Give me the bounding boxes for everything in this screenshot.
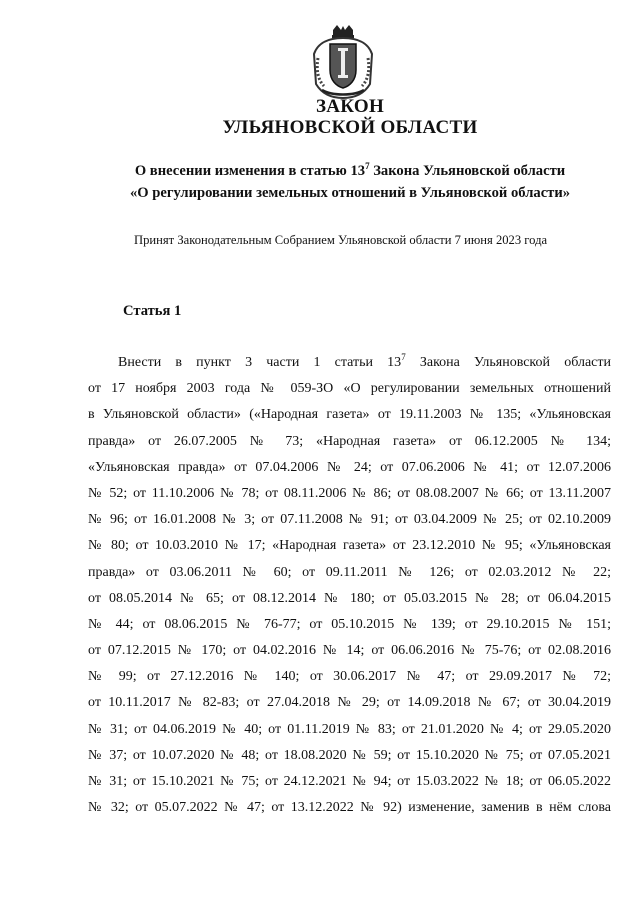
subtitle-line-2: «О регулировании земельных отношений в Ульяновской области» <box>129 185 571 201</box>
ulyanovsk-coat-of-arms-icon <box>310 24 376 100</box>
body-superscript: 7 <box>401 352 406 362</box>
adoption-note: Принят Законодательным Собранием Ульяновской области 7 июня 2023 года <box>134 233 548 247</box>
subtitle-line-1-rest: Закона Ульяновской области <box>369 163 566 179</box>
article-heading: Статья 1 <box>123 303 182 319</box>
subtitle-line-1 <box>0 160 640 182</box>
body-line: правда» от 03.06.2011 № 60; от 09.11.2011 № 126; от 02.03.2012 № 22; <box>88 564 611 580</box>
law-title-line-1: ЗАКОН <box>315 96 385 117</box>
coat-of-arms-icon <box>310 24 376 100</box>
body-line: от 08.05.2014 № 65; от 08.12.2014 № 180; от 05.03.2015 № 28; от 06.04.2015 <box>88 590 611 606</box>
body-line: в Ульяновской области» («Народная газета» от 19.11.2003 № 135; «Ульяновская <box>88 407 611 423</box>
body-line: от 10.11.2017 № 82-83; от 27.04.2018 № 29; от 14.09.2018 № 67; от 30.04.2019 <box>88 695 611 711</box>
body-line: № 96; от 16.01.2008 № 3; от 07.11.2008 № 91; от 03.04.2009 № 25; от 02.10.2009 <box>88 512 611 528</box>
body-line-first <box>88 350 611 376</box>
body-line: «Ульяновская правда» от 07.04.2006 № 24; от 07.06.2006 № 41; от 12.07.2006 <box>88 459 611 475</box>
body-line: от 17 ноября 2003 года № 059-ЗО «О регулировании земельных отношений <box>88 381 611 397</box>
body-line-first-rest: Закона Ульяновской области <box>405 355 611 370</box>
article-body <box>88 350 611 821</box>
body-line: № 99; от 27.12.2016 № 140; от 30.06.2017 № 47; от 29.09.2017 № 72; <box>88 669 611 685</box>
body-line: № 31; от 04.06.2019 № 40; от 01.11.2019 № 83; от 21.01.2020 № 4; от 29.05.2020 <box>88 721 611 737</box>
body-line: от 07.12.2015 № 170; от 04.02.2016 № 14; от 06.06.2016 № 75-76; от 02.08.2016 <box>88 643 611 659</box>
body-line: № 31; от 15.10.2021 № 75; от 24.12.2021 № 94; от 15.03.2022 № 18; от 06.05.2022 <box>88 774 611 789</box>
body-line: № 52; от 11.10.2006 № 78; от 08.11.2006 № 86; от 08.08.2007 № 66; от 13.11.2007 <box>88 485 611 501</box>
subtitle-line-1-text: О внесении изменения в статью 13 <box>134 163 366 179</box>
body-line: правда» от 26.07.2005 № 73; «Народная газета» от 06.12.2005 № 134; <box>88 433 611 449</box>
law-title-line-2: УЛЬЯНОВСКОЙ ОБЛАСТИ <box>222 117 478 138</box>
body-line: № 37; от 10.07.2020 № 48; от 18.08.2020 № 59; от 15.10.2020 № 75; от 07.05.2021 <box>88 747 611 763</box>
subtitle-superscript: 7 <box>365 161 370 171</box>
body-line: № 32; от 05.07.2022 № 47; от 13.12.2022 № 92) изменение, заменив в нём слова <box>88 800 611 816</box>
body-line-first-text: Внести в пункт 3 части 1 статьи 13 <box>118 355 402 370</box>
body-line: № 44; от 08.06.2015 № 76-77; от 05.10.2015 № 139; от 29.10.2015 № 151; <box>88 616 611 632</box>
body-line: № 80; от 10.03.2010 № 17; «Народная газета» от 23.12.2010 № 95; «Ульяновская <box>88 538 611 554</box>
